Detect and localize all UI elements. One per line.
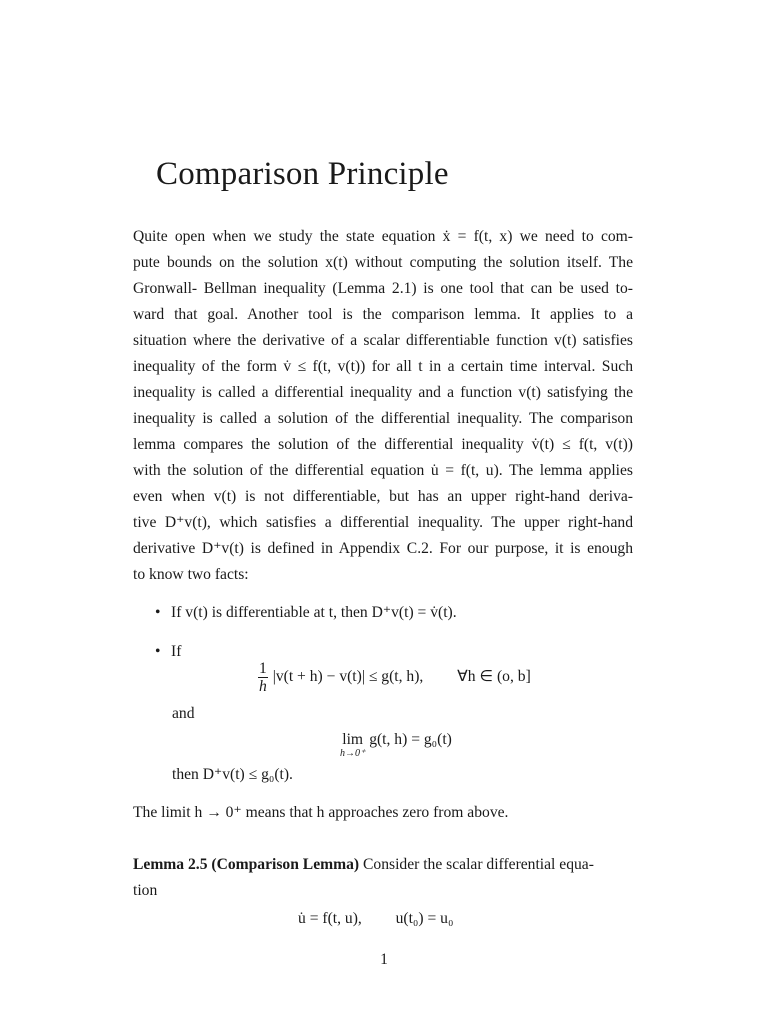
lemma-statement — [133, 852, 633, 904]
equation-right: u(t₀) = u₀ — [395, 910, 454, 927]
paragraph-line: derivative D⁺v(t) is defined in Appendix C.2. For our purpose, it is enough — [133, 540, 633, 557]
display-equation-inequality — [258, 660, 531, 695]
section-title: Comparison Principle — [156, 156, 449, 192]
lemma-heading: Lemma 2.5 (Comparison Lemma) — [133, 856, 360, 873]
bullet-item-differentiable — [155, 603, 457, 622]
limit-subscript: h→0⁺ — [340, 748, 366, 759]
bullet-dot-icon: • — [155, 604, 161, 621]
intro-paragraph — [133, 224, 633, 588]
lemma-text: Consider the scalar differential equa- — [363, 856, 594, 873]
equation-left: u̇ = f(t, u), — [298, 910, 362, 927]
connector-and: and — [172, 705, 195, 722]
paragraph-line: inequality is called a solution of the differential inequality. The comparison — [133, 410, 633, 427]
bullet-item-if — [155, 643, 181, 661]
paragraph-line: inequality of the form v̇ ≤ f(t, v(t)) for all t in a certain time interval. Such — [133, 358, 633, 375]
display-equation-limit — [340, 731, 452, 759]
equation-body: g(t, h) = g₀(t) — [369, 731, 452, 748]
paragraph-line: lemma compares the solution of the differential inequality v̇(t) ≤ f(t, v(t)) — [133, 436, 633, 453]
bullet-text: If — [171, 643, 182, 660]
conclusion-then: then D⁺v(t) ≤ g₀(t). — [172, 766, 293, 783]
fraction-denominator: h — [259, 678, 267, 695]
paragraph-line: even when v(t) is not differentiable, but has an upper right-hand deriva- — [133, 488, 633, 505]
fraction-numerator: 1 — [259, 660, 267, 677]
paragraph-line: to know two facts: — [133, 566, 249, 583]
paragraph-line: ward that goal. Another tool is the comparison lemma. It applies to a — [133, 306, 633, 323]
bullet-dot-icon: • — [155, 643, 161, 660]
fraction — [258, 660, 268, 695]
paragraph-line: with the solution of the differential equation u̇ = f(t, u). The lemma applies — [133, 462, 633, 479]
page-number: 1 — [380, 951, 388, 968]
lemma-line — [133, 852, 633, 878]
limit-operator — [340, 731, 365, 759]
paragraph-line: tive D⁺v(t), which satisfies a differential inequality. The upper right-hand — [133, 514, 633, 531]
paragraph-line: pute bounds on the solution x(t) without computing the solution itself. The — [133, 254, 633, 271]
display-equation-ivp — [298, 910, 453, 928]
equation-quantifier: ∀h ∈ (o, b] — [457, 668, 531, 686]
paragraph-line: inequality is called a differential inequality and a function v(t) satisfying the — [133, 384, 633, 401]
paragraph-line: Quite open when we study the state equation ẋ = f(t, x) we need to com- — [133, 228, 633, 245]
paragraph-line: Gronwall- Bellman inequality (Lemma 2.1) is one tool that can be used to- — [133, 280, 633, 297]
lemma-line: tion — [133, 882, 158, 899]
limit-note: The limit h → 0⁺ means that h approaches zero from above. — [133, 804, 509, 821]
limit-word: lim — [342, 731, 364, 748]
paragraph-line: situation where the derivative of a scalar differentiable function v(t) satisfies — [133, 332, 633, 349]
equation-body: |v(t + h) − v(t)| ≤ g(t, h), — [272, 668, 424, 686]
bullet-text: If v(t) is differentiable at t, then D⁺v(t) = v̇(t). — [171, 604, 457, 621]
